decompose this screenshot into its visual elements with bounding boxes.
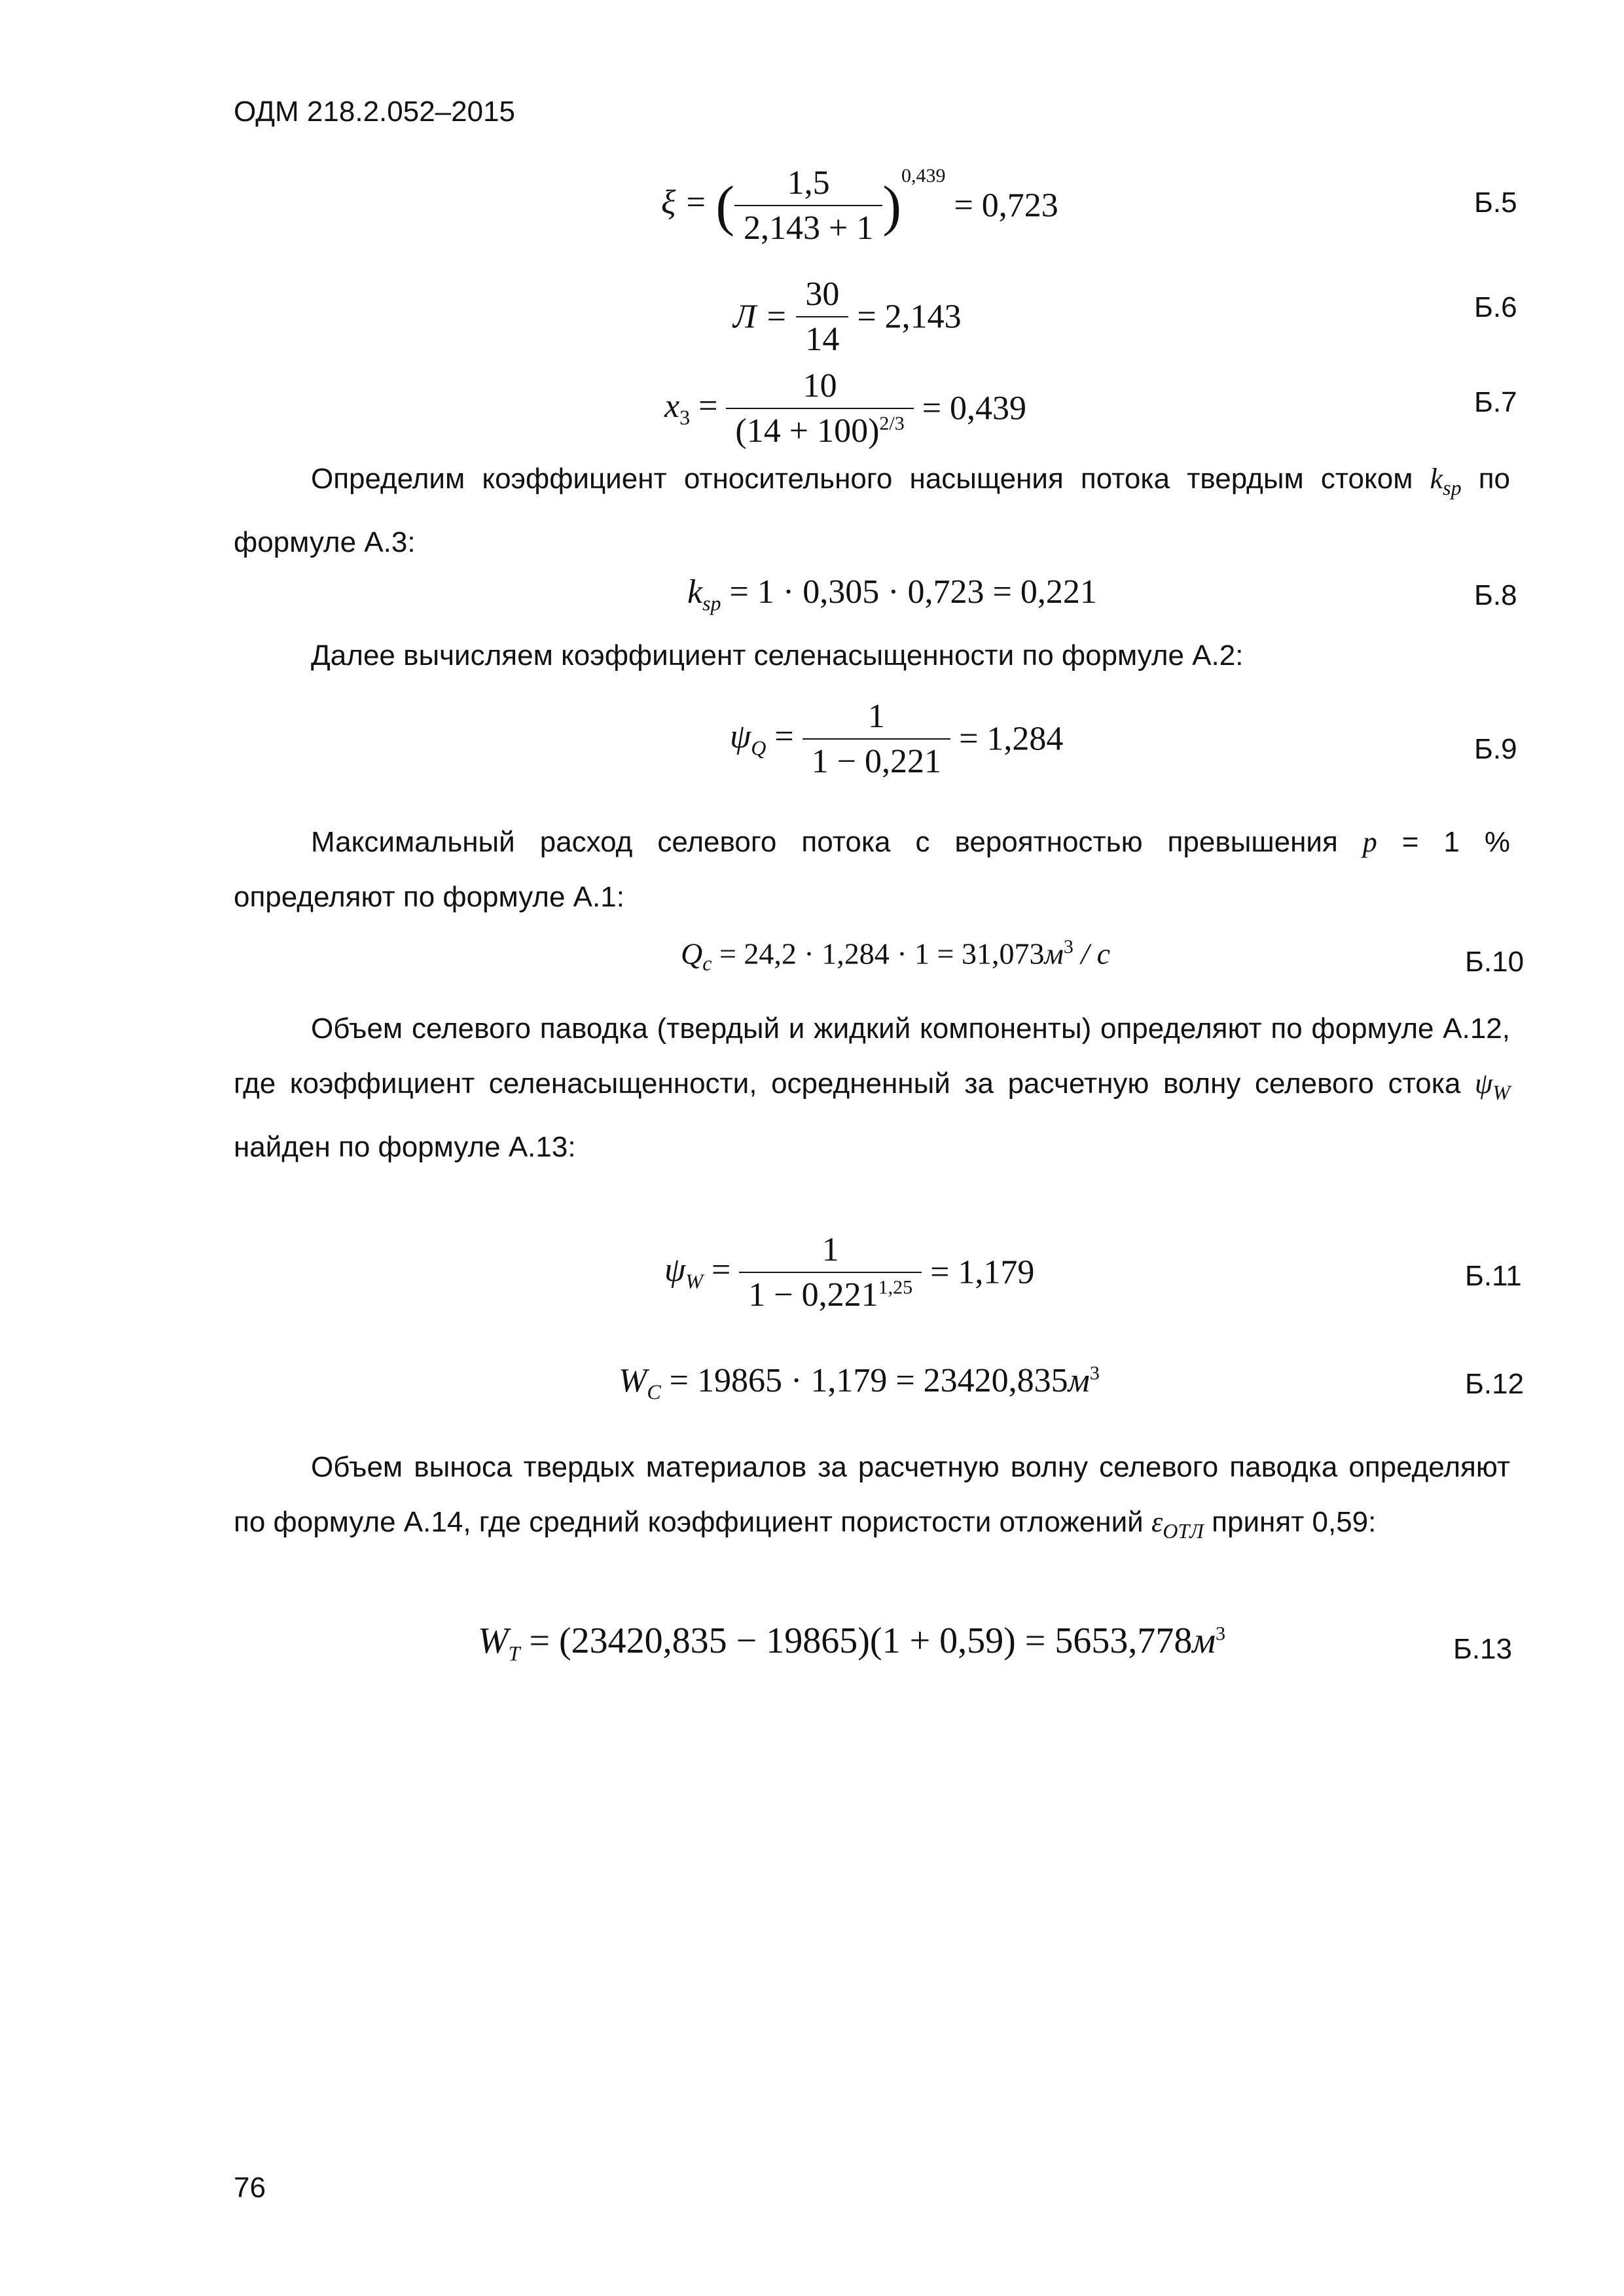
equation-b7: $x_3$ = $\frac{10}{(14 + 100)^{2/3}}$ = 0,439	[664, 367, 1027, 450]
equation-b10: $Q_c = 24,2 \cdot 1,284 \cdot 1 = 31,073м^3 / c$	[681, 936, 1111, 975]
page-number: 76	[234, 2172, 266, 2204]
paragraph: Максимальный расход селевого потока с вероятностью превышения p = 1 % определяют по формуле А.1:	[234, 826, 1511, 913]
paragraph: Определим коэффициент относительного насыщения потока твердым стоком $k_{sp}$ по формуле А.3:	[234, 463, 1511, 558]
equation-number: Б.9	[1474, 733, 1517, 765]
equation-number: Б.12	[1465, 1368, 1525, 1400]
equation-number: Б.11	[1465, 1260, 1522, 1292]
equation-b5: ξ = ( $\frac{1,5}{2,143 + 1}$ )$^{0,439}$ = 0,723	[661, 164, 1058, 247]
fraction: $\frac{1}{1 - 0,221^{1,25}}$	[739, 1230, 922, 1314]
equation-b8: $k_{sp} = 1 \cdot 0,305 \cdot 0,723 = 0,221$	[687, 573, 1097, 615]
equation-number: Б.6	[1474, 291, 1517, 323]
paragraph: Объем выноса твердых материалов за расчетную волну селевого паводка определяют по формуле А.14, где средний коэффициент пористости отложений $\varepsilon_{ОТЛ}$ принят 0,59:	[234, 1451, 1510, 1543]
equation-b6: Л = $\frac{30}{14}$ = 2,143	[733, 276, 962, 358]
equation-b13: $W_T = (23420,835 - 19865)(1 + 0,59) = 5653,778м^3$	[478, 1621, 1226, 1666]
fraction: $\frac{1,5}{2,143 + 1}$	[734, 164, 882, 247]
equation-number: Б.10	[1465, 946, 1525, 978]
equation-number: Б.8	[1474, 579, 1517, 611]
eq-lhs: Л =	[733, 298, 788, 336]
fraction: $\frac{1}{1 - 0,221}$	[803, 697, 950, 781]
equation-number: Б.5	[1474, 187, 1517, 219]
equation-b9: $\psi_Q$ = $\frac{1}{1 - 0,221}$ = 1,284	[730, 698, 1064, 780]
document-header: ОДМ 218.2.052–2015	[234, 96, 516, 128]
equation-number: Б.7	[1474, 386, 1517, 418]
paragraph: Объем селевого паводка (твердый и жидкий компоненты) определяют по формуле А.12, где коэффициент селенасыщенности, осредненный за расчетную волну селевого стока $\psi_W$ найден по формуле А.13:	[234, 1013, 1510, 1163]
eq-lhs: ξ =	[661, 183, 708, 221]
fraction: $\frac{10}{(14 + 100)^{2/3}}$	[726, 367, 913, 450]
equation-b11: $\psi_W$ = $\frac{1}{1 - 0,221^{1,25}}$ = 1,179	[664, 1231, 1035, 1314]
equation-number: Б.13	[1453, 1633, 1513, 1665]
fraction: $\frac{30}{14}$	[796, 275, 848, 359]
equation-b12: $W_C = 19865 \cdot 1,179 = 23420,835м^3$	[619, 1362, 1100, 1404]
paragraph: Далее вычисляем коэффициент селенасыщенности по формуле А.2:	[311, 639, 1244, 672]
